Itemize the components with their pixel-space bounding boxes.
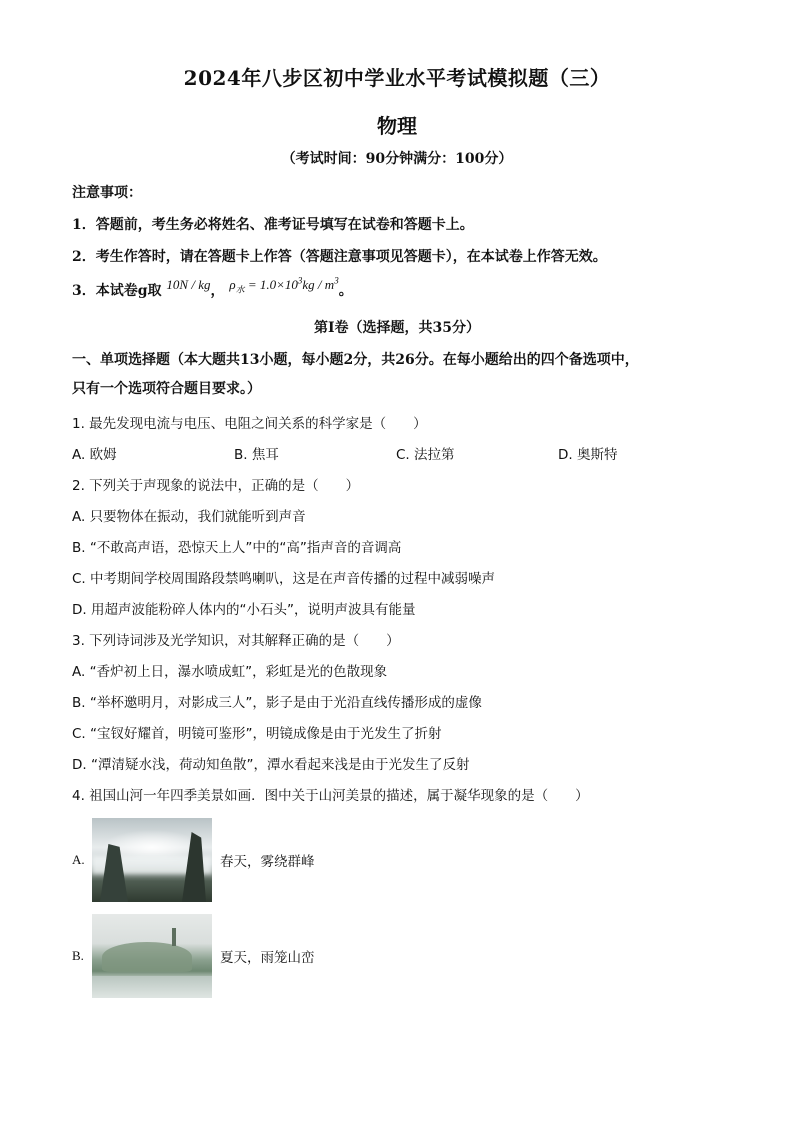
exam-title: 2024年八步区初中学业水平考试模拟题（三） — [183, 66, 611, 90]
part1-instructions-line2: 只有一个选项符合题目要求。） — [72, 381, 261, 397]
rho-value: = 1.0×10 — [247, 277, 298, 292]
rho-subscript: 水 — [235, 284, 245, 295]
notice-item-3-end: 。 — [338, 283, 353, 299]
q3-option-d: D. “潭清疑水浅，荷动知鱼散”，潭水看起来浅是由于光发生了反射 — [72, 757, 470, 773]
q3-option-a: A. “香炉初上日，瀑水喷成虹”，彩虹是光的色散现象 — [72, 664, 388, 680]
q3-stem: 3. 下列诗词涉及光学知识，对其解释正确的是（ ） — [72, 633, 400, 649]
q4-option-b-photo-rainy-hills — [92, 914, 212, 998]
q3-option-b: B. “举杯邀明月，对影成三人”，影子是由于光沿直线传播形成的虚像 — [72, 695, 482, 711]
q2-stem: 2. 下列关于声现象的说法中，正确的是（ ） — [72, 478, 360, 494]
water-density-formula — [229, 275, 339, 295]
q2-option-d: D. 用超声波能粉碎人体内的“小石头”，说明声波具有能量 — [72, 602, 416, 618]
notice-heading: 注意事项： — [72, 185, 142, 201]
q1-options — [72, 443, 732, 463]
q1-option-d: D. 奥斯特 — [558, 447, 618, 463]
water-surface — [92, 976, 212, 998]
rho-exponent: 3 — [297, 275, 303, 286]
notice-item-3-separator: ， — [210, 283, 225, 299]
q1-option-a: A. 欧姆 — [72, 447, 117, 463]
q4-option-a-photo-misty-peaks — [92, 818, 212, 902]
rho-unit: kg / m — [302, 277, 335, 292]
gravity-constant: 10N / kg — [166, 277, 211, 292]
q2-option-c: C. 中考期间学校周围路段禁鸣喇叭，这是在声音传播的过程中减弱噪声 — [72, 571, 496, 587]
q2-option-a: A. 只要物体在振动，我们就能听到声音 — [72, 509, 306, 525]
pagoda-shape — [172, 928, 176, 946]
section-title: 第Ⅰ卷（选择题，共35分） — [313, 320, 481, 336]
q1-stem: 1. 最先发现电流与电压、电阻之间关系的科学家是（ ） — [72, 416, 427, 432]
hill-shape — [102, 942, 192, 972]
notice-item-3 — [72, 275, 353, 302]
q4-option-a-letter: A. — [72, 852, 85, 867]
q4-option-a-caption: 春天，雾绕群峰 — [220, 854, 315, 870]
q4-option-b-caption: 夏天，雨笼山峦 — [220, 950, 315, 966]
exam-info: （考试时间：90分钟满分：100分） — [281, 151, 513, 167]
part1-instructions-line1: 一、单项选择题（本大题共13小题，每小题2分，共26分。在每小题给出的四个备选项中， — [72, 352, 639, 368]
q4-stem: 4. 祖国山河一年四季美景如画．图中关于山河美景的描述，属于凝华现象的是（ ） — [72, 788, 589, 804]
rho-symbol: ρ — [229, 277, 236, 292]
rho-unit-exponent: 3 — [334, 275, 339, 286]
q4-option-a — [72, 818, 315, 902]
q1-option-c: C. 法拉第 — [396, 447, 455, 463]
q4-option-b-letter: B. — [72, 948, 84, 963]
notice-item-3-prefix: 3．本试卷g取 — [72, 283, 162, 299]
subject-title: 物理 — [377, 114, 417, 138]
q2-option-b: B. “不敢高声语，恐惊天上人”中的“高”指声音的音调高 — [72, 540, 402, 556]
notice-item-1: 1．答题前，考生务必将姓名、准考证号填写在试卷和答题卡上。 — [72, 217, 474, 233]
q1-option-b: B. 焦耳 — [234, 447, 279, 463]
q3-option-c: C. “宝钗好耀首，明镜可鉴形”，明镜成像是由于光发生了折射 — [72, 726, 442, 742]
notice-item-2: 2．考生作答时，请在答题卡上作答（答题注意事项见答题卡），在本试卷上作答无效。 — [72, 249, 607, 265]
q4-option-b — [72, 914, 315, 998]
